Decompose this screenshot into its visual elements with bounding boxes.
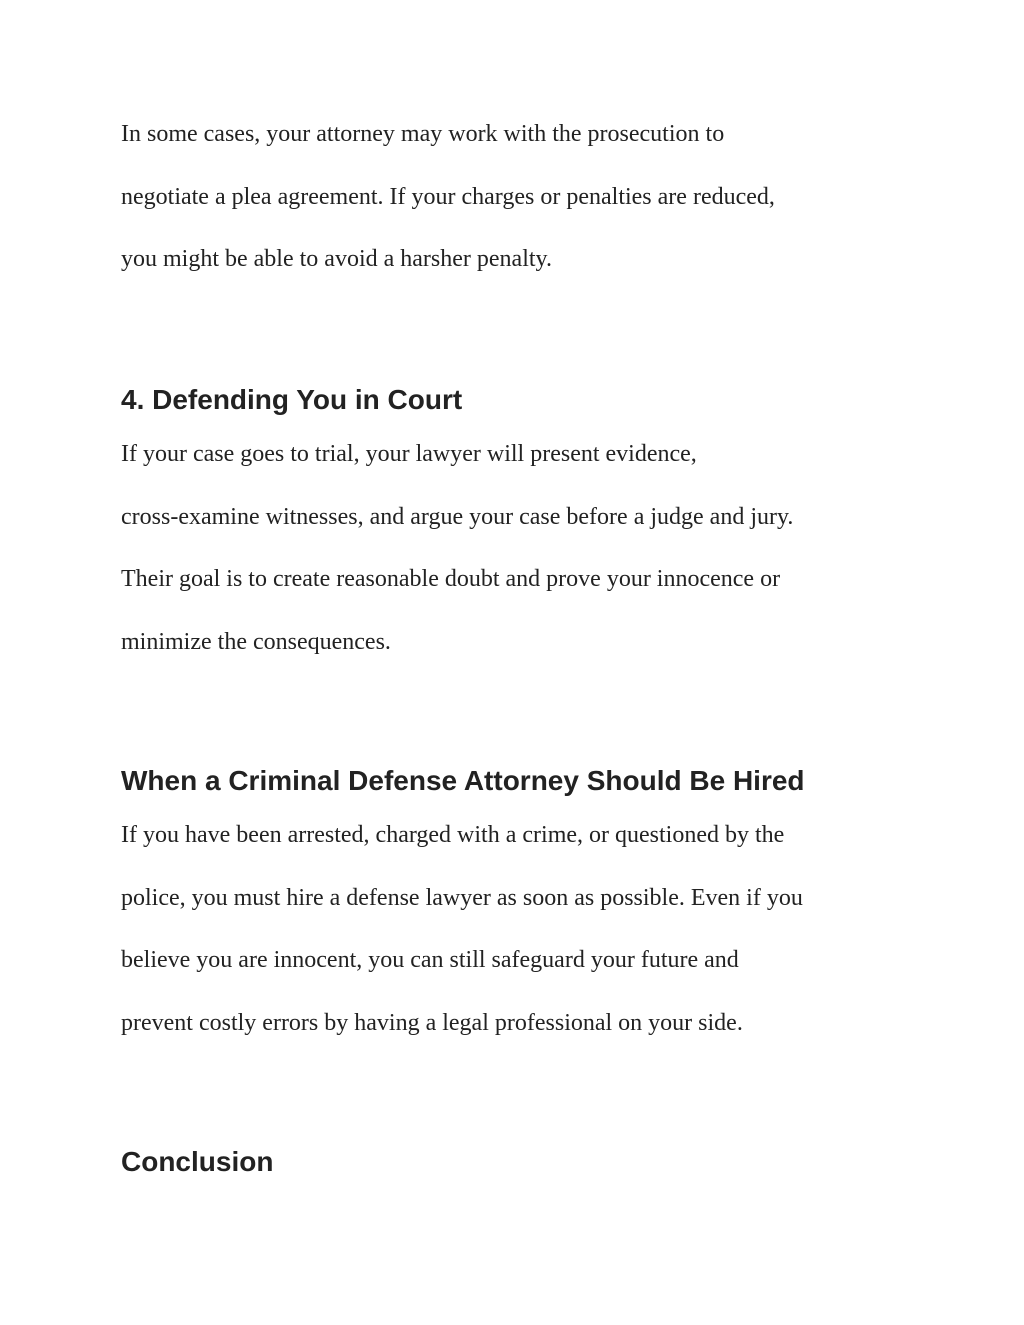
paragraph-line: cross-examine witnesses, and argue your case before a judge and jury. (121, 503, 794, 530)
when-hired-paragraph (121, 821, 921, 1071)
paragraph-line: minimize the consequences. (121, 628, 391, 655)
intro-paragraph (121, 120, 921, 308)
section-heading-conclusion: Conclusion (121, 1146, 274, 1177)
paragraph-line: prevent costly errors by having a legal professional on your side. (121, 1009, 743, 1036)
section-heading-defending: 4. Defending You in Court (121, 384, 463, 415)
section-heading-when-hired: When a Criminal Defense Attorney Should Be Hired (121, 765, 805, 796)
paragraph-line: Their goal is to create reasonable doubt and prove your innocence or (121, 566, 781, 592)
defending-paragraph (121, 440, 921, 690)
paragraph-line: police, you must hire a defense lawyer as soon as possible. Even if you (121, 884, 803, 911)
paragraph-line: you might be able to avoid a harsher penalty. (121, 246, 552, 272)
paragraph-line: In some cases, your attorney may work with the prosecution to (121, 121, 725, 147)
paragraph-line: believe you are innocent, you can still safeguard your future and (121, 947, 739, 973)
paragraph-line: negotiate a plea agreement. If your charges or penalties are reduced, (121, 183, 775, 210)
paragraph-line: If you have been arrested, charged with a crime, or questioned by the (121, 822, 785, 848)
paragraph-line: If your case goes to trial, your lawyer will present evidence, (121, 441, 697, 467)
